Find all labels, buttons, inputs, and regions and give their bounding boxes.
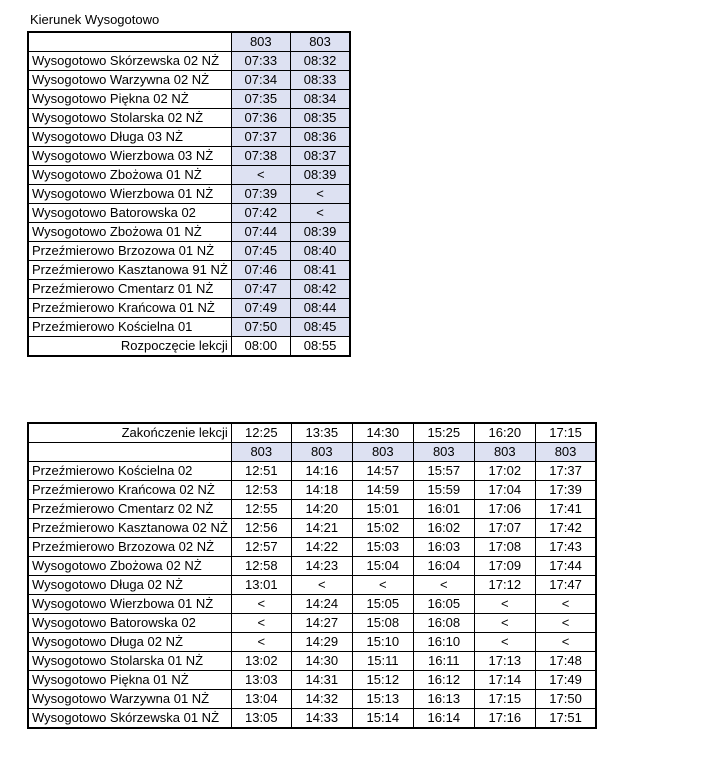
departure-time-cell: 07:44 — [231, 223, 290, 242]
departure-time-cell: 12:51 — [231, 462, 291, 481]
afternoon-timetable — [27, 422, 597, 729]
departure-time-cell: 16:11 — [413, 652, 474, 671]
departure-time-cell: 14:32 — [291, 690, 352, 709]
departure-time-cell: < — [231, 595, 291, 614]
departure-time-cell: 16:02 — [413, 519, 474, 538]
lesson-end-row — [28, 423, 596, 443]
departure-time-cell: 08:42 — [290, 280, 350, 299]
table-row — [28, 519, 596, 538]
departure-time-cell: 17:04 — [474, 481, 535, 500]
departure-time-cell: 14:18 — [291, 481, 352, 500]
departure-time-cell: 14:22 — [291, 538, 352, 557]
departure-time-cell: 16:03 — [413, 538, 474, 557]
lesson-end-label: Zakończenie lekcji — [28, 423, 231, 443]
departure-time-cell: 13:04 — [231, 690, 291, 709]
stop-name-cell: Przeźmierowo Krańcowa 02 NŻ — [28, 481, 231, 500]
departure-time-cell: 16:04 — [413, 557, 474, 576]
departure-time-cell: 15:02 — [352, 519, 413, 538]
table-row — [28, 500, 596, 519]
departure-time-cell: < — [474, 633, 535, 652]
departure-time-cell: 07:39 — [231, 185, 290, 204]
table-row — [28, 462, 596, 481]
departure-time-cell: 15:13 — [352, 690, 413, 709]
departure-time-cell: 07:34 — [231, 71, 290, 90]
departure-time-cell: < — [291, 576, 352, 595]
lesson-end-time: 16:20 — [474, 423, 535, 443]
line-number-cell: 803 — [231, 443, 291, 462]
departure-time-cell: < — [231, 166, 290, 185]
stop-name-cell: Przeźmierowo Kościelna 01 — [28, 318, 231, 337]
departure-time-cell: 07:47 — [231, 280, 290, 299]
lesson-start-row — [28, 337, 350, 357]
departure-time-cell: 14:29 — [291, 633, 352, 652]
departure-time-cell: 14:21 — [291, 519, 352, 538]
departure-time-cell: 17:15 — [474, 690, 535, 709]
departure-time-cell: 07:42 — [231, 204, 290, 223]
table-row — [28, 595, 596, 614]
departure-time-cell: 13:05 — [231, 709, 291, 729]
departure-time-cell: 08:39 — [290, 223, 350, 242]
departure-time-cell: 15:11 — [352, 652, 413, 671]
departure-time-cell: 14:24 — [291, 595, 352, 614]
table-row — [28, 128, 350, 147]
table-row — [28, 90, 350, 109]
table-row — [28, 147, 350, 166]
departure-time-cell: 17:43 — [535, 538, 596, 557]
departure-time-cell: 15:59 — [413, 481, 474, 500]
table-row — [28, 671, 596, 690]
departure-time-cell: 17:42 — [535, 519, 596, 538]
departure-time-cell: 17:08 — [474, 538, 535, 557]
departure-time-cell: 12:58 — [231, 557, 291, 576]
stop-name-cell: Wysogotowo Długa 02 NŻ — [28, 576, 231, 595]
departure-time-cell: 07:45 — [231, 242, 290, 261]
stop-name-cell: Wysogotowo Batorowska 02 — [28, 614, 231, 633]
line-number-cell: 803 — [291, 443, 352, 462]
table-row — [28, 52, 350, 71]
table-row — [28, 538, 596, 557]
departure-time-cell: 14:30 — [291, 652, 352, 671]
line-number-cell: 803 — [474, 443, 535, 462]
stop-name-cell: Wysogotowo Wierzbowa 01 NŻ — [28, 595, 231, 614]
stop-name-cell: Wysogotowo Warzywna 01 NŻ — [28, 690, 231, 709]
line-number-cell: 803 — [535, 443, 596, 462]
departure-time-cell: 14:27 — [291, 614, 352, 633]
departure-time-cell: 16:10 — [413, 633, 474, 652]
departure-time-cell: 13:02 — [231, 652, 291, 671]
departure-time-cell: 16:01 — [413, 500, 474, 519]
table-row — [28, 576, 596, 595]
departure-time-cell: 15:01 — [352, 500, 413, 519]
table-row — [28, 318, 350, 337]
departure-time-cell: 17:37 — [535, 462, 596, 481]
departure-time-cell: 08:41 — [290, 261, 350, 280]
departure-time-cell: 16:14 — [413, 709, 474, 729]
departure-time-cell: 08:39 — [290, 166, 350, 185]
departure-time-cell: 07:36 — [231, 109, 290, 128]
table-row — [28, 185, 350, 204]
header-blank-cell — [28, 443, 231, 462]
departure-time-cell: 08:34 — [290, 90, 350, 109]
departure-time-cell: 14:31 — [291, 671, 352, 690]
table-row — [28, 557, 596, 576]
departure-time-cell: 14:57 — [352, 462, 413, 481]
departure-time-cell: 14:16 — [291, 462, 352, 481]
departure-time-cell: 07:35 — [231, 90, 290, 109]
header-row — [28, 443, 596, 462]
departure-time-cell: 15:10 — [352, 633, 413, 652]
header-blank-cell — [28, 32, 231, 52]
stop-name-cell: Przeźmierowo Krańcowa 01 NŻ — [28, 299, 231, 318]
stop-name-cell: Wysogotowo Batorowska 02 — [28, 204, 231, 223]
table-row — [28, 223, 350, 242]
departure-time-cell: 15:12 — [352, 671, 413, 690]
lesson-end-time: 13:35 — [291, 423, 352, 443]
departure-time-cell: 07:37 — [231, 128, 290, 147]
lesson-end-time: 12:25 — [231, 423, 291, 443]
departure-time-cell: 17:41 — [535, 500, 596, 519]
departure-time-cell: 17:39 — [535, 481, 596, 500]
lesson-end-time: 17:15 — [535, 423, 596, 443]
departure-time-cell: 12:53 — [231, 481, 291, 500]
departure-time-cell: < — [352, 576, 413, 595]
departure-time-cell: 16:08 — [413, 614, 474, 633]
departure-time-cell: 16:12 — [413, 671, 474, 690]
departure-time-cell: 17:07 — [474, 519, 535, 538]
departure-time-cell: < — [231, 614, 291, 633]
departure-time-cell: 07:50 — [231, 318, 290, 337]
lesson-start-time: 08:55 — [290, 337, 350, 357]
stop-name-cell: Wysogotowo Skórzewska 02 NŻ — [28, 52, 231, 71]
departure-time-cell: < — [413, 576, 474, 595]
departure-time-cell: 08:45 — [290, 318, 350, 337]
stop-name-cell: Przeźmierowo Cmentarz 02 NŻ — [28, 500, 231, 519]
lesson-end-time: 14:30 — [352, 423, 413, 443]
departure-time-cell: < — [535, 614, 596, 633]
stop-name-cell: Wysogotowo Piękna 01 NŻ — [28, 671, 231, 690]
line-number-cell: 803 — [231, 32, 290, 52]
departure-time-cell: 15:03 — [352, 538, 413, 557]
table-row — [28, 71, 350, 90]
morning-timetable — [27, 31, 351, 357]
stop-name-cell: Wysogotowo Stolarska 02 NŻ — [28, 109, 231, 128]
departure-time-cell: 08:44 — [290, 299, 350, 318]
departure-time-cell: 14:33 — [291, 709, 352, 729]
stop-name-cell: Przeźmierowo Kościelna 02 — [28, 462, 231, 481]
departure-time-cell: 15:08 — [352, 614, 413, 633]
departure-time-cell: < — [231, 633, 291, 652]
departure-time-cell: 16:13 — [413, 690, 474, 709]
lesson-end-time: 15:25 — [413, 423, 474, 443]
departure-time-cell: < — [474, 614, 535, 633]
table-row — [28, 652, 596, 671]
departure-time-cell: 13:03 — [231, 671, 291, 690]
departure-time-cell: 15:05 — [352, 595, 413, 614]
table-row — [28, 709, 596, 729]
departure-time-cell: < — [535, 595, 596, 614]
departure-time-cell: 15:14 — [352, 709, 413, 729]
table-row — [28, 109, 350, 128]
table-row — [28, 633, 596, 652]
departure-time-cell: 17:16 — [474, 709, 535, 729]
departure-time-cell: 16:05 — [413, 595, 474, 614]
departure-time-cell: 17:44 — [535, 557, 596, 576]
departure-time-cell: 17:51 — [535, 709, 596, 729]
departure-time-cell: 17:49 — [535, 671, 596, 690]
stop-name-cell: Wysogotowo Warzywna 02 NŻ — [28, 71, 231, 90]
departure-time-cell: < — [474, 595, 535, 614]
table-row — [28, 204, 350, 223]
stop-name-cell: Wysogotowo Piękna 02 NŻ — [28, 90, 231, 109]
departure-time-cell: 17:50 — [535, 690, 596, 709]
departure-time-cell: 14:20 — [291, 500, 352, 519]
departure-time-cell: < — [290, 204, 350, 223]
departure-time-cell: < — [535, 633, 596, 652]
departure-time-cell: 08:40 — [290, 242, 350, 261]
line-number-cell: 803 — [413, 443, 474, 462]
departure-time-cell: 12:55 — [231, 500, 291, 519]
departure-time-cell: 17:06 — [474, 500, 535, 519]
departure-time-cell: 07:46 — [231, 261, 290, 280]
stop-name-cell: Wysogotowo Wierzbowa 03 NŻ — [28, 147, 231, 166]
departure-time-cell: 08:32 — [290, 52, 350, 71]
table-row — [28, 299, 350, 318]
departure-time-cell: 07:38 — [231, 147, 290, 166]
departure-time-cell: 12:57 — [231, 538, 291, 557]
table-row — [28, 242, 350, 261]
departure-time-cell: 17:48 — [535, 652, 596, 671]
departure-time-cell: 14:59 — [352, 481, 413, 500]
stop-name-cell: Przeźmierowo Brzozowa 01 NŻ — [28, 242, 231, 261]
stop-name-cell: Wysogotowo Wierzbowa 01 NŻ — [28, 185, 231, 204]
departure-time-cell: 14:23 — [291, 557, 352, 576]
departure-time-cell: 08:35 — [290, 109, 350, 128]
timetable-title: Kierunek Wysogotowo — [30, 12, 160, 27]
departure-time-cell: 17:09 — [474, 557, 535, 576]
table-row — [28, 690, 596, 709]
stop-name-cell: Wysogotowo Skórzewska 01 NŻ — [28, 709, 231, 729]
table-row — [28, 614, 596, 633]
table-row — [28, 280, 350, 299]
lesson-start-time: 08:00 — [231, 337, 290, 357]
departure-time-cell: 12:56 — [231, 519, 291, 538]
stop-name-cell: Przeźmierowo Kasztanowa 02 NŻ — [28, 519, 231, 538]
stop-name-cell: Przeźmierowo Brzozowa 02 NŻ — [28, 538, 231, 557]
departure-time-cell: 07:33 — [231, 52, 290, 71]
stop-name-cell: Wysogotowo Długa 03 NŻ — [28, 128, 231, 147]
stop-name-cell: Wysogotowo Zbożowa 01 NŻ — [28, 223, 231, 242]
departure-time-cell: 17:14 — [474, 671, 535, 690]
departure-time-cell: 15:04 — [352, 557, 413, 576]
stop-name-cell: Wysogotowo Zbożowa 02 NŻ — [28, 557, 231, 576]
stop-name-cell: Wysogotowo Zbożowa 01 NŻ — [28, 166, 231, 185]
line-number-cell: 803 — [290, 32, 350, 52]
header-row — [28, 32, 350, 52]
departure-time-cell: 15:57 — [413, 462, 474, 481]
departure-time-cell: 17:47 — [535, 576, 596, 595]
departure-time-cell: < — [290, 185, 350, 204]
stop-name-cell: Przeźmierowo Cmentarz 01 NŻ — [28, 280, 231, 299]
departure-time-cell: 13:01 — [231, 576, 291, 595]
departure-time-cell: 08:37 — [290, 147, 350, 166]
stop-name-cell: Przeźmierowo Kasztanowa 91 NŻ — [28, 261, 231, 280]
line-number-cell: 803 — [352, 443, 413, 462]
lesson-start-label: Rozpoczęcie lekcji — [28, 337, 231, 357]
table-row — [28, 166, 350, 185]
departure-time-cell: 08:33 — [290, 71, 350, 90]
departure-time-cell: 17:13 — [474, 652, 535, 671]
departure-time-cell: 08:36 — [290, 128, 350, 147]
departure-time-cell: 17:12 — [474, 576, 535, 595]
departure-time-cell: 07:49 — [231, 299, 290, 318]
departure-time-cell: 17:02 — [474, 462, 535, 481]
stop-name-cell: Wysogotowo Stolarska 01 NŻ — [28, 652, 231, 671]
table-row — [28, 481, 596, 500]
stop-name-cell: Wysogotowo Długa 02 NŻ — [28, 633, 231, 652]
table-row — [28, 261, 350, 280]
